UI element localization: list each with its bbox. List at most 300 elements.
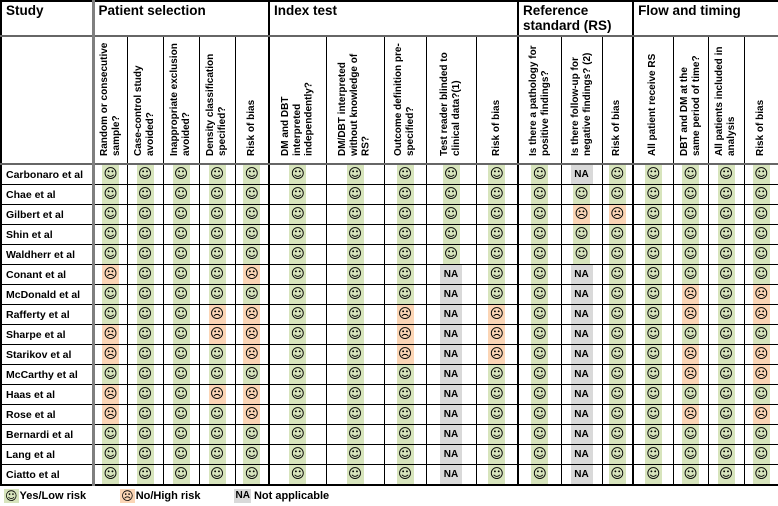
smiley-yes-icon: ☺ bbox=[137, 306, 153, 322]
table-cell bbox=[269, 305, 326, 325]
smiley-yes-icon: ☺ bbox=[610, 246, 625, 262]
smiley-yes-icon: ☺ bbox=[489, 446, 504, 462]
table-cell bbox=[708, 285, 744, 305]
table-cell bbox=[426, 265, 476, 285]
table-row bbox=[1, 345, 778, 365]
table-cell bbox=[269, 245, 326, 265]
smiley-yes-icon: ☺ bbox=[209, 406, 225, 422]
table-cell bbox=[235, 325, 269, 345]
table-cell bbox=[602, 405, 633, 425]
table-cell bbox=[269, 345, 326, 365]
smiley-yes-icon: ☺ bbox=[103, 186, 118, 202]
smiley-yes-icon: ☺ bbox=[646, 366, 661, 382]
smiley-yes-icon: ☺ bbox=[397, 366, 413, 382]
table-cell bbox=[518, 325, 561, 345]
table-cell bbox=[163, 305, 199, 325]
smiley-yes-icon: ☺ bbox=[173, 306, 189, 322]
table-row bbox=[1, 185, 778, 205]
na-badge: NA bbox=[571, 405, 593, 424]
smiley-yes-icon: ☺ bbox=[347, 286, 363, 302]
table-cell bbox=[708, 365, 744, 385]
smiley-yes-icon: ☺ bbox=[754, 466, 769, 482]
table-cell bbox=[633, 185, 673, 205]
smiley-yes-icon: ☺ bbox=[489, 166, 504, 182]
table-cell bbox=[476, 305, 518, 325]
smiley-yes-icon: ☺ bbox=[719, 286, 734, 302]
table-cell bbox=[326, 265, 384, 285]
smiley-yes-icon: ☺ bbox=[719, 466, 734, 482]
table-cell bbox=[235, 385, 269, 405]
table-cell bbox=[673, 425, 708, 445]
table-cell bbox=[633, 345, 673, 365]
smiley-yes-icon: ☺ bbox=[137, 166, 153, 182]
smiley-yes-icon: ☺ bbox=[137, 346, 153, 362]
smiley-yes-icon: ☺ bbox=[347, 406, 363, 422]
table-cell bbox=[602, 425, 633, 445]
smiley-yes-icon: ☺ bbox=[397, 186, 413, 202]
table-cell bbox=[708, 345, 744, 365]
table-cell bbox=[561, 345, 602, 365]
table-cell bbox=[518, 285, 561, 305]
legend bbox=[0, 489, 778, 503]
table-cell bbox=[199, 345, 235, 365]
smiley-no-icon: ☹ bbox=[244, 346, 259, 362]
table-cell bbox=[199, 445, 235, 465]
smiley-yes-icon: ☺ bbox=[443, 246, 459, 262]
smiley-yes-icon: ☺ bbox=[646, 346, 661, 362]
table-cell bbox=[93, 245, 127, 265]
smiley-yes-icon: ☺ bbox=[646, 226, 661, 242]
smiley-yes-icon: ☺ bbox=[173, 346, 189, 362]
smiley-yes-icon: ☺ bbox=[610, 446, 625, 462]
table-cell bbox=[199, 205, 235, 225]
smiley-no-icon: ☹ bbox=[754, 346, 769, 362]
study-name: Conant et al bbox=[1, 265, 93, 285]
table-cell bbox=[708, 225, 744, 245]
column-header bbox=[235, 36, 269, 164]
smiley-yes-icon: ☺ bbox=[719, 246, 734, 262]
study-name: Rafferty et al bbox=[1, 305, 93, 325]
table-cell bbox=[476, 385, 518, 405]
smiley-yes-icon: ☺ bbox=[397, 206, 413, 222]
table-cell bbox=[602, 164, 633, 185]
table-cell bbox=[269, 285, 326, 305]
smiley-yes-icon: ☺ bbox=[103, 426, 118, 442]
smiley-yes-icon: ☺ bbox=[347, 386, 363, 402]
smiley-no-icon: ☹ bbox=[489, 306, 504, 322]
column-header bbox=[326, 36, 384, 164]
table-cell bbox=[633, 405, 673, 425]
table-cell bbox=[163, 365, 199, 385]
table-cell bbox=[199, 245, 235, 265]
table-cell bbox=[518, 405, 561, 425]
table-cell bbox=[561, 265, 602, 285]
table-cell bbox=[561, 405, 602, 425]
table-cell bbox=[633, 164, 673, 185]
smiley-yes-icon: ☺ bbox=[209, 286, 225, 302]
column-header-label: Risk of bias bbox=[755, 99, 767, 156]
table-cell bbox=[426, 225, 476, 245]
smiley-yes-icon: ☺ bbox=[244, 226, 259, 242]
table-cell bbox=[93, 205, 127, 225]
smiley-yes-icon: ☺ bbox=[347, 306, 363, 322]
table-cell bbox=[518, 305, 561, 325]
smiley-yes-icon: ☺ bbox=[754, 226, 769, 242]
table-cell bbox=[93, 285, 127, 305]
smiley-yes-icon: ☺ bbox=[244, 246, 259, 262]
smiley-yes-icon: ☺ bbox=[290, 246, 305, 262]
table-row bbox=[1, 445, 778, 465]
column-header bbox=[708, 36, 744, 164]
smiley-yes-icon: ☺ bbox=[244, 446, 259, 462]
table-cell bbox=[93, 365, 127, 385]
group-index-test: Index test bbox=[269, 1, 518, 36]
study-name: Sharpe et al bbox=[1, 325, 93, 345]
table-cell bbox=[93, 445, 127, 465]
table-cell bbox=[163, 265, 199, 285]
smiley-yes-icon: ☺ bbox=[290, 346, 305, 362]
smiley-yes-icon: ☺ bbox=[532, 346, 547, 362]
smiley-yes-icon: ☺ bbox=[244, 206, 259, 222]
table-cell bbox=[518, 164, 561, 185]
table-cell bbox=[673, 405, 708, 425]
study-name: McCarthy et al bbox=[1, 365, 93, 385]
smiley-yes-icon: ☺ bbox=[290, 206, 305, 222]
table-cell bbox=[93, 425, 127, 445]
table-cell bbox=[602, 385, 633, 405]
legend-item-no bbox=[120, 489, 200, 503]
table-cell bbox=[199, 305, 235, 325]
table-cell bbox=[199, 164, 235, 185]
table-cell bbox=[326, 445, 384, 465]
smiley-yes-icon: ☺ bbox=[397, 426, 413, 442]
smiley-yes-icon: ☺ bbox=[683, 226, 698, 242]
smiley-yes-icon: ☺ bbox=[610, 386, 625, 402]
smiley-yes-icon: ☺ bbox=[290, 286, 305, 302]
smiley-no-icon: ☹ bbox=[244, 326, 259, 342]
table-cell bbox=[602, 365, 633, 385]
smiley-yes-icon: ☺ bbox=[719, 366, 734, 382]
column-header bbox=[127, 36, 163, 164]
table-cell bbox=[633, 365, 673, 385]
study-column-header-spacer bbox=[1, 36, 93, 164]
smiley-yes-icon: ☺ bbox=[137, 286, 153, 302]
column-header-label: Density classification specified? bbox=[205, 53, 228, 156]
smiley-yes-icon: ☺ bbox=[209, 226, 225, 242]
column-header-label: Risk of bias bbox=[490, 99, 502, 156]
table-cell bbox=[384, 385, 426, 405]
table-cell bbox=[199, 385, 235, 405]
smiley-no-icon: ☹ bbox=[397, 306, 413, 322]
table-cell bbox=[518, 345, 561, 365]
table-cell bbox=[673, 225, 708, 245]
table-cell bbox=[127, 325, 163, 345]
table-cell bbox=[426, 405, 476, 425]
table-cell bbox=[163, 425, 199, 445]
smiley-yes-icon: ☺ bbox=[397, 406, 413, 422]
table-cell bbox=[93, 385, 127, 405]
smiley-yes-icon: ☺ bbox=[719, 386, 734, 402]
table-cell bbox=[602, 445, 633, 465]
smiley-yes-icon: ☺ bbox=[173, 366, 189, 382]
smiley-yes-icon: ☺ bbox=[347, 446, 363, 462]
smiley-yes-icon: ☺ bbox=[610, 166, 625, 182]
table-cell bbox=[269, 185, 326, 205]
table-cell bbox=[476, 245, 518, 265]
smiley-yes-icon: ☺ bbox=[683, 266, 698, 282]
table-cell bbox=[708, 445, 744, 465]
table-cell bbox=[518, 365, 561, 385]
smiley-yes-icon: ☺ bbox=[347, 246, 363, 262]
smiley-yes-icon: ☺ bbox=[173, 166, 189, 182]
smiley-yes-icon: ☺ bbox=[683, 386, 698, 402]
table-cell bbox=[561, 205, 602, 225]
na-badge: NA bbox=[440, 365, 462, 384]
table-cell bbox=[518, 225, 561, 245]
table-row bbox=[1, 385, 778, 405]
smiley-yes-icon: ☺ bbox=[290, 166, 305, 182]
table-cell bbox=[384, 164, 426, 185]
table-cell bbox=[561, 445, 602, 465]
smiley-yes-icon: ☺ bbox=[397, 286, 413, 302]
table-cell bbox=[744, 465, 778, 486]
table-cell bbox=[384, 325, 426, 345]
table-cell bbox=[602, 325, 633, 345]
table-cell bbox=[744, 285, 778, 305]
table-cell bbox=[127, 365, 163, 385]
smiley-yes-icon: ☺ bbox=[397, 266, 413, 282]
smiley-yes-icon: ☺ bbox=[610, 426, 625, 442]
smiley-no-icon: ☹ bbox=[103, 406, 118, 422]
table-cell bbox=[476, 465, 518, 486]
smiley-yes-icon: ☺ bbox=[137, 406, 153, 422]
table-cell bbox=[633, 465, 673, 486]
smiley-yes-icon: ☺ bbox=[489, 286, 504, 302]
smiley-yes-icon: ☺ bbox=[347, 226, 363, 242]
smiley-yes-icon: ☺ bbox=[719, 346, 734, 362]
smiley-yes-icon: ☺ bbox=[489, 426, 504, 442]
na-badge-icon: NA bbox=[235, 490, 250, 501]
smiley-no-icon: ☹ bbox=[683, 406, 698, 422]
smiley-yes-icon: ☺ bbox=[137, 226, 153, 242]
table-cell bbox=[633, 325, 673, 345]
smiley-yes-icon: ☺ bbox=[719, 186, 734, 202]
table-cell bbox=[708, 465, 744, 486]
smiley-yes-icon: ☺ bbox=[754, 386, 769, 402]
smiley-yes-icon: ☺ bbox=[610, 226, 625, 242]
smiley-yes-icon: ☺ bbox=[532, 266, 547, 282]
table-cell bbox=[163, 185, 199, 205]
smiley-yes-icon: ☺ bbox=[397, 386, 413, 402]
na-badge: NA bbox=[440, 445, 462, 464]
smiley-yes-icon: ☺ bbox=[610, 306, 625, 322]
smiley-yes-icon: ☺ bbox=[103, 166, 118, 182]
table-cell bbox=[326, 185, 384, 205]
table-cell bbox=[326, 205, 384, 225]
smiley-no-icon: ☹ bbox=[209, 306, 225, 322]
smiley-yes-icon: ☺ bbox=[683, 166, 698, 182]
table-cell bbox=[199, 225, 235, 245]
table-cell bbox=[326, 225, 384, 245]
table-cell bbox=[633, 305, 673, 325]
smiley-yes-icon: ☺ bbox=[719, 326, 734, 342]
smiley-yes-icon: ☺ bbox=[209, 266, 225, 282]
smiley-no-icon: ☹ bbox=[244, 406, 259, 422]
smiley-yes-icon: ☺ bbox=[290, 426, 305, 442]
smiley-yes-icon: ☺ bbox=[754, 186, 769, 202]
smiley-yes-icon: ☺ bbox=[103, 206, 118, 222]
smiley-yes-icon: ☺ bbox=[290, 266, 305, 282]
column-header bbox=[269, 36, 326, 164]
smiley-yes-icon: ☺ bbox=[137, 366, 153, 382]
smiley-yes-icon: ☺ bbox=[137, 386, 153, 402]
smiley-yes-icon: ☺ bbox=[290, 366, 305, 382]
na-badge: NA bbox=[571, 285, 593, 304]
smiley-yes-icon: ☺ bbox=[137, 446, 153, 462]
table-cell bbox=[633, 245, 673, 265]
table-row bbox=[1, 365, 778, 385]
table-cell bbox=[673, 265, 708, 285]
table-cell bbox=[163, 445, 199, 465]
smiley-yes-icon: ☺ bbox=[397, 166, 413, 182]
smiley-no-icon: ☹ bbox=[683, 306, 698, 322]
table-cell bbox=[326, 425, 384, 445]
smiley-yes-icon: ☺ bbox=[209, 466, 225, 482]
na-badge: NA bbox=[571, 345, 593, 364]
table-cell bbox=[384, 305, 426, 325]
table-cell bbox=[561, 325, 602, 345]
smiley-yes-icon: ☺ bbox=[683, 326, 698, 342]
smiley-yes-icon: ☺ bbox=[397, 466, 413, 482]
table-cell bbox=[269, 445, 326, 465]
table-cell bbox=[602, 345, 633, 365]
table-cell bbox=[426, 325, 476, 345]
study-name: Gilbert et al bbox=[1, 205, 93, 225]
table-cell bbox=[633, 265, 673, 285]
smiley-yes-icon: ☺ bbox=[209, 186, 225, 202]
smiley-yes-icon: ☺ bbox=[532, 166, 547, 182]
study-name: Carbonaro et al bbox=[1, 164, 93, 185]
table-cell bbox=[708, 425, 744, 445]
table-cell bbox=[518, 425, 561, 445]
smiley-yes-icon: ☺ bbox=[173, 226, 189, 242]
smiley-yes-icon: ☺ bbox=[103, 306, 118, 322]
table-cell bbox=[235, 265, 269, 285]
table-cell bbox=[93, 225, 127, 245]
smiley-yes-icon: ☺ bbox=[489, 226, 504, 242]
table-cell bbox=[326, 385, 384, 405]
smiley-yes-icon: ☺ bbox=[397, 246, 413, 262]
table-cell bbox=[163, 405, 199, 425]
smiley-yes-icon: ☺ bbox=[574, 246, 589, 262]
smiley-yes-icon: ☺ bbox=[532, 186, 547, 202]
table-cell bbox=[561, 305, 602, 325]
smiley-yes-icon: ☺ bbox=[754, 166, 769, 182]
column-header-label: Case-control study avoided? bbox=[133, 65, 156, 156]
column-header bbox=[518, 36, 561, 164]
smiley-yes-icon: ☺ bbox=[532, 326, 547, 342]
table-cell bbox=[269, 425, 326, 445]
table-cell bbox=[744, 164, 778, 185]
smiley-no-icon: ☹ bbox=[209, 326, 225, 342]
smiley-yes-icon: ☺ bbox=[443, 186, 459, 202]
smiley-yes-icon: ☺ bbox=[137, 326, 153, 342]
column-header-label: All patient receive RS bbox=[647, 53, 659, 156]
table-cell bbox=[163, 285, 199, 305]
table-cell bbox=[326, 164, 384, 185]
column-header bbox=[384, 36, 426, 164]
table-cell bbox=[384, 245, 426, 265]
table-cell bbox=[744, 445, 778, 465]
smiley-yes-icon: ☺ bbox=[290, 406, 305, 422]
table-cell bbox=[561, 245, 602, 265]
table-cell bbox=[93, 265, 127, 285]
column-header bbox=[744, 36, 778, 164]
table-cell bbox=[384, 365, 426, 385]
smiley-yes-icon: ☺ bbox=[683, 206, 698, 222]
table-cell bbox=[326, 245, 384, 265]
table-row bbox=[1, 205, 778, 225]
table-cell bbox=[199, 285, 235, 305]
table-cell bbox=[476, 345, 518, 365]
table-cell bbox=[633, 205, 673, 225]
table-cell bbox=[476, 164, 518, 185]
table-cell bbox=[561, 385, 602, 405]
smiley-yes-icon: ☺ bbox=[683, 466, 698, 482]
table-cell bbox=[426, 365, 476, 385]
smiley-no-icon: ☹ bbox=[103, 346, 118, 362]
table-cell bbox=[426, 465, 476, 486]
table-cell bbox=[93, 185, 127, 205]
table-cell bbox=[426, 425, 476, 445]
table-cell bbox=[127, 185, 163, 205]
study-name: Chae et al bbox=[1, 185, 93, 205]
table-cell bbox=[127, 245, 163, 265]
smiley-yes-icon: ☺ bbox=[347, 346, 363, 362]
table-cell bbox=[127, 345, 163, 365]
table-cell bbox=[235, 285, 269, 305]
table-cell bbox=[163, 205, 199, 225]
table-cell bbox=[744, 345, 778, 365]
table-cell bbox=[744, 305, 778, 325]
study-name: Haas et al bbox=[1, 385, 93, 405]
smiley-yes-icon: ☺ bbox=[489, 386, 504, 402]
smiley-yes-icon: ☺ bbox=[754, 206, 769, 222]
group-reference-standard: Reference standard (RS) bbox=[518, 1, 633, 36]
table-cell bbox=[235, 345, 269, 365]
smiley-yes-icon: ☺ bbox=[719, 306, 734, 322]
smiley-yes-icon: ☺ bbox=[610, 286, 625, 302]
legend-label-yes: Yes/Low risk bbox=[19, 490, 87, 502]
table-cell bbox=[708, 185, 744, 205]
study-name: Rose et al bbox=[1, 405, 93, 425]
table-cell bbox=[744, 385, 778, 405]
smiley-no-icon: ☹ bbox=[244, 266, 259, 282]
table-cell bbox=[127, 465, 163, 486]
table-cell bbox=[269, 405, 326, 425]
table-cell bbox=[518, 265, 561, 285]
smiley-yes-icon: ☺ bbox=[532, 386, 547, 402]
table-cell bbox=[199, 465, 235, 486]
smiley-yes-icon: ☺ bbox=[646, 266, 661, 282]
smiley-yes-icon: ☺ bbox=[683, 426, 698, 442]
smiley-yes-icon: ☺ bbox=[754, 326, 769, 342]
column-header-label: All patients included in analysis bbox=[714, 46, 738, 156]
na-badge: NA bbox=[440, 305, 462, 324]
table-cell bbox=[561, 425, 602, 445]
column-header-label: Is there a pathology for positive findings? bbox=[527, 45, 551, 156]
table-cell bbox=[163, 225, 199, 245]
